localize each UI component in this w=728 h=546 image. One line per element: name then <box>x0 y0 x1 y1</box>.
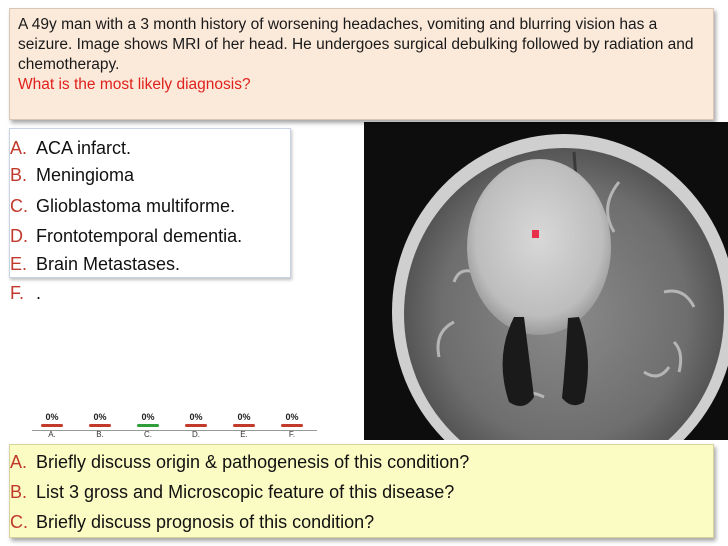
poll-col-e: 0% E. <box>224 412 264 439</box>
mri-brain-image <box>364 122 728 440</box>
poll-results <box>32 412 322 446</box>
question-prompt: What is the most likely diagnosis? <box>18 76 251 93</box>
discussion-a: A. Briefly discuss origin & pathogenesis of this condition? <box>10 452 470 472</box>
discussion-c: C. Briefly discuss prognosis of this condition? <box>10 512 375 532</box>
poll-bar <box>41 424 63 427</box>
poll-bar <box>233 424 255 427</box>
poll-col-b: 0% B. <box>80 412 120 439</box>
poll-col-a: 0% A. <box>32 412 72 439</box>
discussion-b: B. List 3 gross and Microscopic feature of this disease? <box>10 482 455 502</box>
poll-bar <box>137 424 159 427</box>
poll-col-d: 0% D. <box>176 412 216 439</box>
option-f[interactable]: F. . <box>10 283 42 303</box>
poll-bar <box>89 424 111 427</box>
option-e[interactable]: E. Brain Metastases. <box>10 254 181 274</box>
poll-bar <box>185 424 207 427</box>
option-d[interactable]: D. Frontotemporal dementia. <box>10 226 243 246</box>
option-b[interactable]: B. Meningioma <box>10 165 135 185</box>
marker-dot <box>532 230 539 238</box>
option-a[interactable]: A. ACA infarct. <box>10 138 132 158</box>
option-c[interactable]: C. Glioblastoma multiforme. <box>10 196 236 216</box>
poll-bar <box>281 424 303 427</box>
poll-col-c: 0% C. <box>128 412 168 439</box>
question-box <box>9 8 714 120</box>
poll-col-f: 0% F. <box>272 412 312 439</box>
question-text: A 49y man with a 3 month history of worsening headaches, vomiting and blurring vision has a seizure. Image shows MRI of her head. He undergoes surgical debulking followed by radiation and chemotherapy. <box>18 16 694 73</box>
